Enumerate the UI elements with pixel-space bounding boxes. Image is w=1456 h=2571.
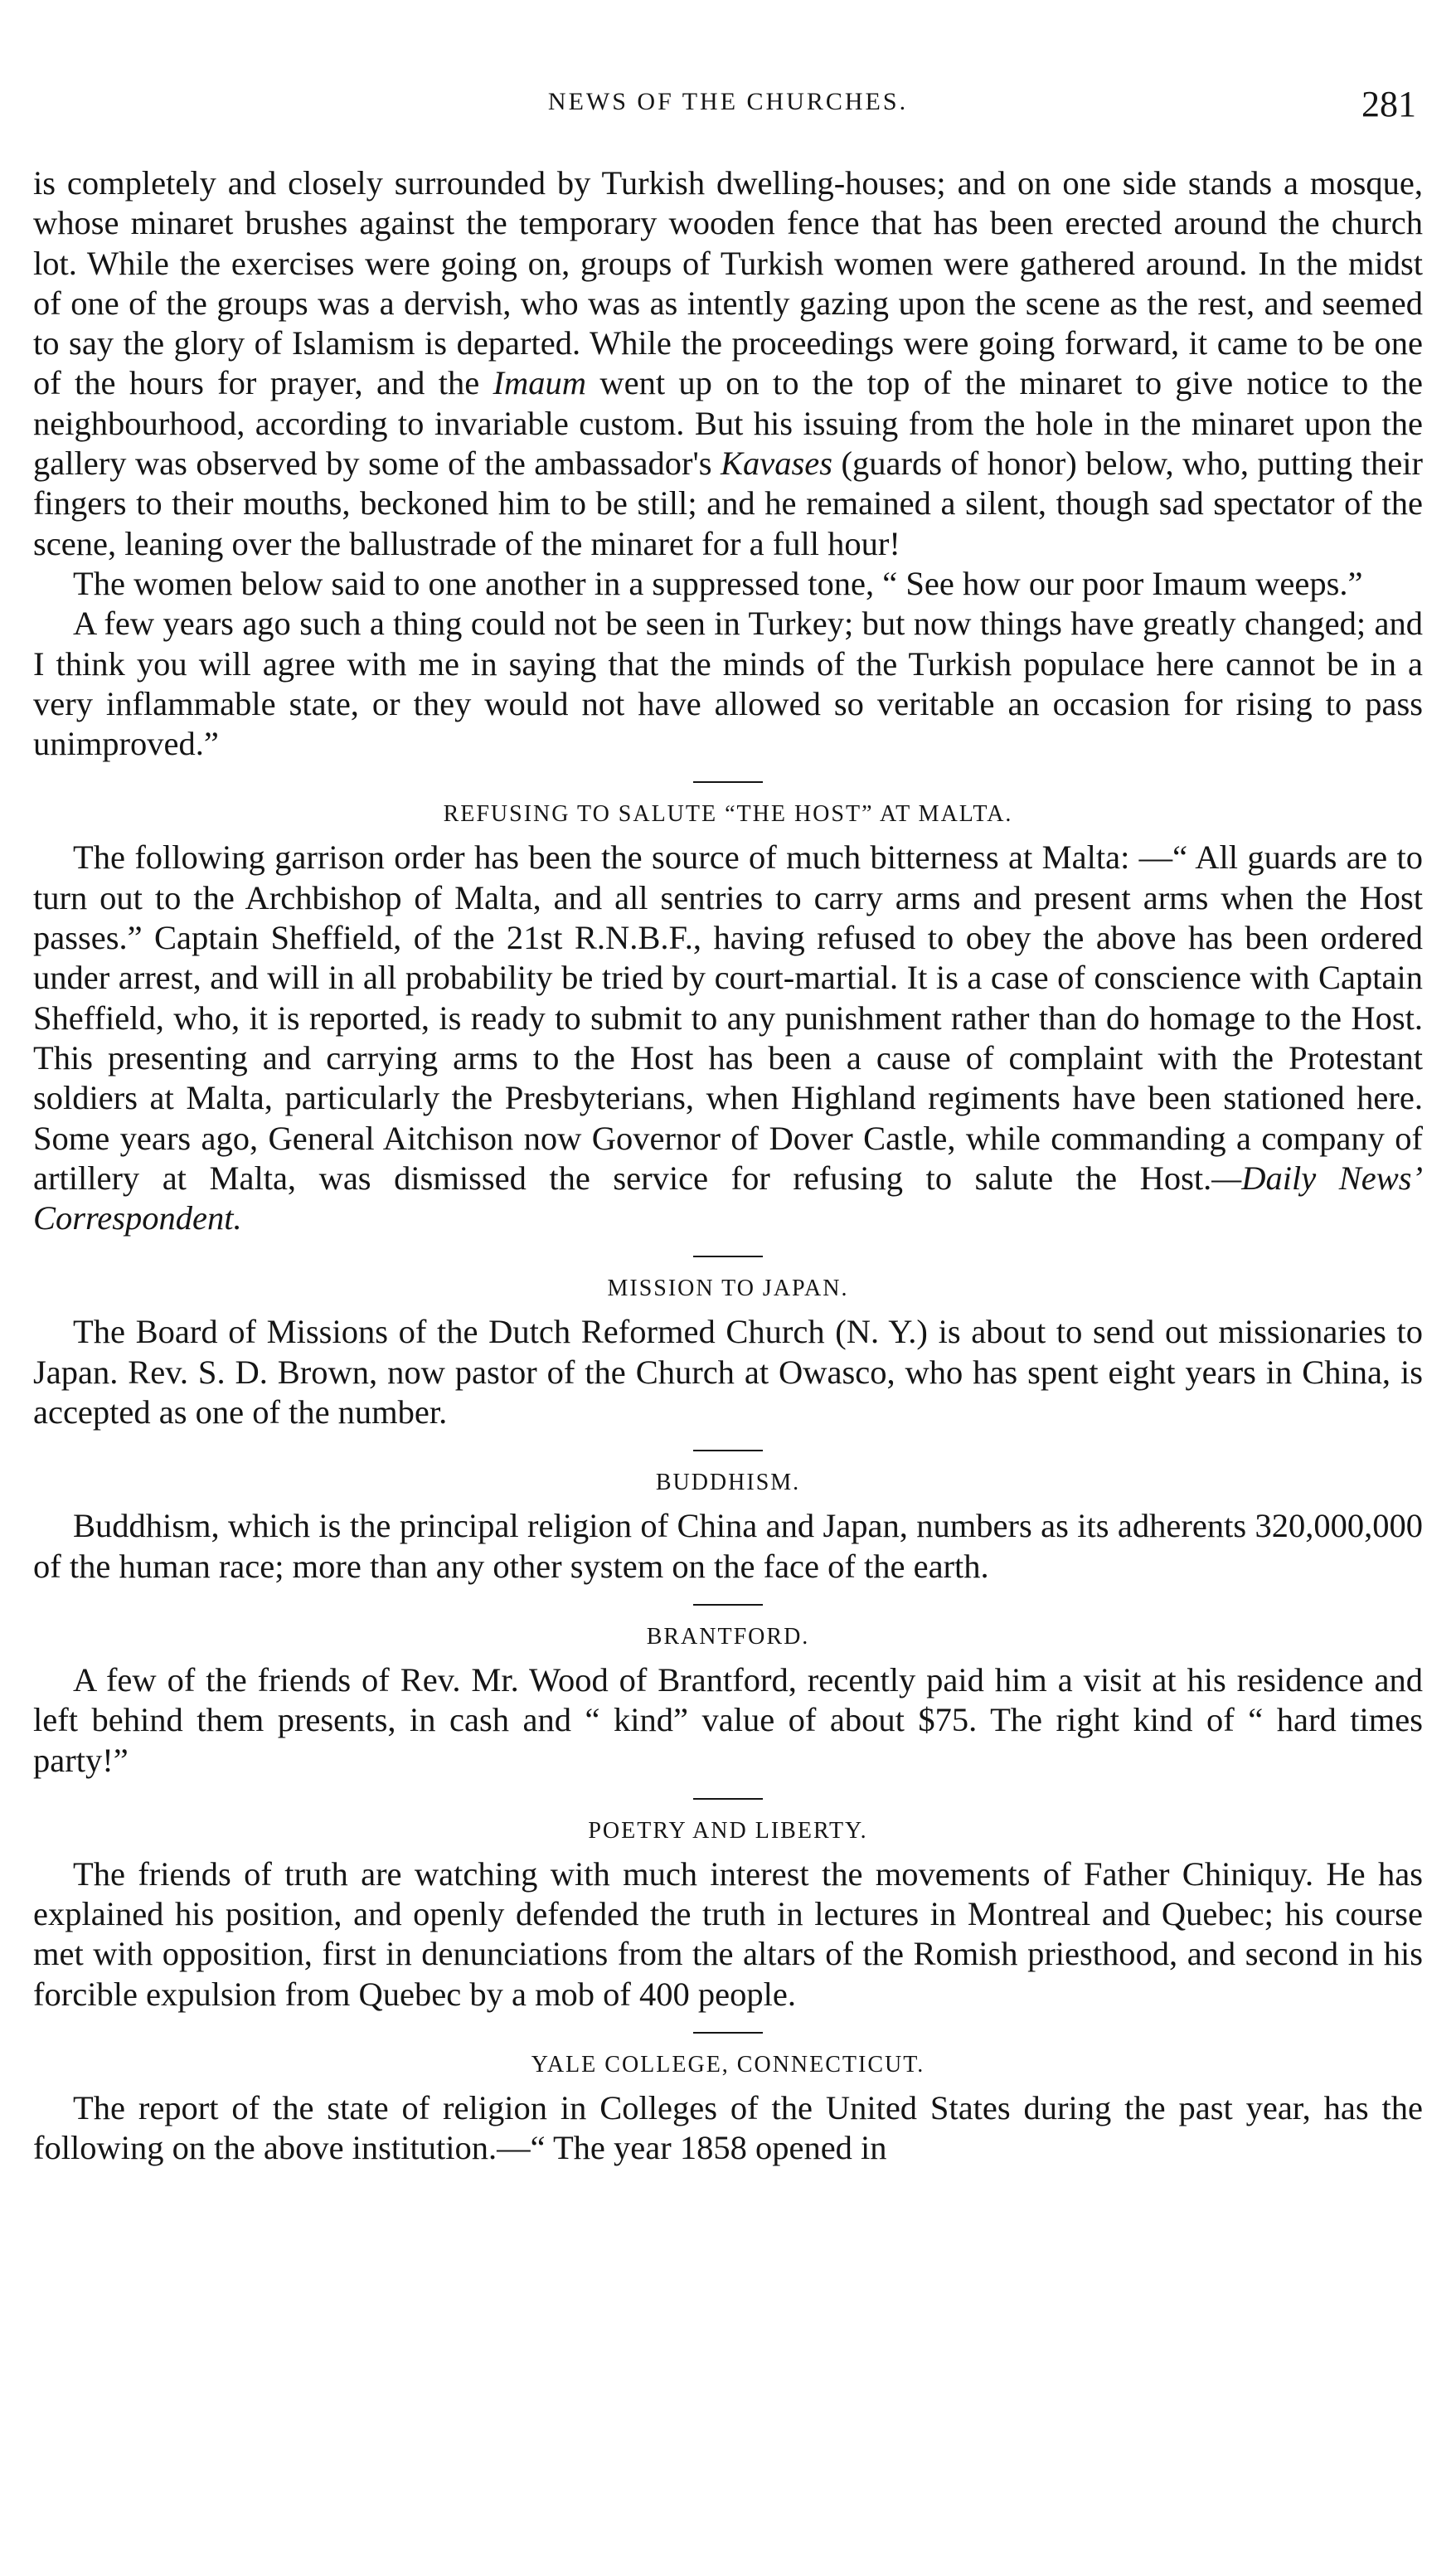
section-heading-yale: YALE COLLEGE, CONNECTICUT. bbox=[531, 2051, 925, 2078]
section-divider bbox=[693, 1450, 763, 1451]
yale-paragraph: The report of the state of religion in Colleges of the United States during the past year, has the following on the above institution.—“ The year 1858 opened in bbox=[33, 2088, 1423, 2167]
poetry-paragraph: The friends of truth are watching with much interest the movements of Father Chiniquy. He has explained his position, and openly defended the truth in lectures in Montreal and Quebec; his course met with opposition, first in denunciations from the altars of the Romish priesthood, and second in his forcible expulsion from Quebec by a mob of 400 people. bbox=[33, 1854, 1423, 2013]
text-column bbox=[33, 163, 1423, 2169]
section-heading-malta: REFUSING TO SALUTE “THE HOST” AT MALTA. bbox=[443, 801, 1013, 828]
running-title: NEWS OF THE CHURCHES. bbox=[547, 88, 909, 115]
section-divider bbox=[693, 1798, 763, 1800]
section-heading-japan: MISSION TO JAPAN. bbox=[607, 1276, 849, 1302]
section-divider bbox=[693, 1604, 763, 1606]
continued-paragraph-3: A few years ago such a thing could not be seen in Turkey; but now things have greatly changed; and I think you will agree with me in saying that the minds of the Turkish populace here cannot be in a very inflammable state, or they would not have allowed so veritable an occasion for rising to pass unimproved.” bbox=[33, 605, 1423, 763]
section-divider bbox=[693, 2032, 763, 2034]
kavases-italic: Kavases bbox=[721, 445, 833, 483]
page-number: 281 bbox=[1361, 84, 1416, 124]
page-header bbox=[33, 83, 1423, 129]
malta-paragraph: The following garrison order has been the source of much bitterness at Malta: —“ All guards are to turn out to the Archbishop of Malta, and all sentries to carry arms and present arms when the Host passes.” Captain Sheffield, of the 21st R.N.B.F., having refused to obey the above has been ordered under arrest, and will in all probability be tried by court-martial. It is a case of conscience with Captain Sheffield, who, it is reported, is ready to submit to any punishment rather than do homage to the Host. This presenting and carrying arms to the Host has been a cause of complaint with the Protestant soldiers at Malta, particularly the Presbyterians, when Highland regiments have been stationed here. Some years ago, General Aitchison now Governor of Dover Castle, while commanding a company of artillery at Malta, was dismissed the service for refusing to salute the Host.—Daily News’ Correspondent. bbox=[33, 838, 1423, 1237]
japan-paragraph: The Board of Missions of the Dutch Reformed Church (N. Y.) is about to send out missionaries to Japan. Rev. S. D. Brown, now pastor of the Church at Owasco, who has spent eight years in China, is accepted as one of the number. bbox=[33, 1313, 1423, 1431]
section-divider bbox=[693, 1256, 763, 1257]
section-heading-brantford: BRANTFORD. bbox=[646, 1623, 810, 1650]
imaum-italic: Imaum bbox=[493, 364, 587, 402]
continued-paragraph-1: is completely and closely surrounded by Turkish dwelling-houses; and on one side stands a mosque, whose minaret brushes against the temporary wooden fence that has been erected around the church lot. While the exercises were going on, groups of Turkish women were gathered around. In the midst of one of the groups was a dervish, who was as intently gazing upon the scene as the rest, and seemed to say the glory of Islamism is departed. While the proceedings were going forward, it came to be one of the hours for prayer, and the Imaum went up on to the top of the minaret to give notice to the neighbourhood, according to invariable custom. But his issuing from the hole in the minaret upon the gallery was observed by some of the ambassador's Kavases (guards of honor) below, who, putting their fingers to their mouths, beckoned him to be still; and he remained a silent, though sad spectator of the scene, leaning over the ballustrade of the minaret for a full hour! bbox=[33, 164, 1423, 562]
continued-paragraph-2: The women below said to one another in a suppressed tone, “ See how our poor Imaum weeps.” bbox=[73, 564, 1363, 602]
malta-attribution: —Daily News’ Correspondent. bbox=[33, 1159, 1423, 1237]
buddhism-paragraph: Buddhism, which is the principal religion of China and Japan, numbers as its adherents 320,000,000 of the human race; more than any other system on the face of the earth. bbox=[33, 1507, 1423, 1585]
section-divider bbox=[693, 781, 763, 783]
section-heading-poetry: POETRY AND LIBERTY. bbox=[588, 1817, 868, 1844]
section-heading-buddhism: BUDDHISM. bbox=[655, 1470, 801, 1496]
brantford-paragraph: A few of the friends of Rev. Mr. Wood of Brantford, recently paid him a visit at his residence and left behind them presents, in cash and “ kind” value of about $75. The right kind of “ hard times party!” bbox=[33, 1660, 1423, 1779]
